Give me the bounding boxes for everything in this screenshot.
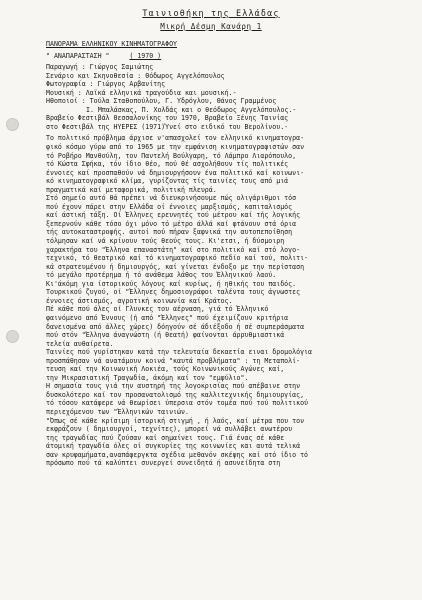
body-line: Η σημασία τους γιά την αυστηρή της λογοκρισίας πού απέβαινε στην [46, 382, 301, 391]
body-line: στο Φεστιβάλ της ΗΥΕΡΕΣ (1971)Ύνεί στο ειδικό του Βερολίνου.- [46, 122, 289, 131]
body-line: "Όπως σέ κάθε κρίσιμη ίστορική στιγμή , ή λαός, καί μέτρα που τον [46, 416, 305, 425]
body-line: Το πολιτικό πρόβλημα άρχισε ν'απασχολεί τον ελληνικό κινηματογρα- [46, 134, 305, 143]
body-line: τό Κώστα Σφήκα, τόν ίδιο θέο, πού θέ ασχολήθουν τίς πολιτικές [46, 160, 289, 169]
body-line: την Μικρασιατική Τραγωδία, άκόμη καί τον "εμφύλιο". [46, 373, 249, 382]
body-line: δανεισμένα από άλλες χώρες) δόηγούν σέ άδιέξοδο ή σέ συμπεράσματα [46, 322, 305, 331]
body-line: Βραβείο Φεστιβάλ Θεσσαλονίκης του 1970, Βραβείο Ξένης Ταινίας [46, 114, 289, 123]
body-line: τευση καί την Κοινωνική Λοκιέα, τούς Κοινωνικούς Αγώνες καί, [46, 365, 285, 374]
body-line: κά στρατευμένου ή δημιουργός, καί γίνεται ένδοξο με την περίσταση [46, 262, 305, 271]
body-line: φαινόμενο από Έννους (ή από "Έλληνες" πού έχειμίζουν κριτήρια [46, 313, 289, 322]
body-line: τό Ροβήρο Μανθούλη, τον Παντελή Βούλγαρη, τό Λάμπρο Λιαρόπουλο, [46, 151, 297, 160]
body-line: τό τόσου κατάφερε νά θεωρίσει ύπερσια στόν τομέα πού τού πολιτικού [46, 399, 309, 408]
credit-line: Παραγωγή : Γιώργος Σαμιώτης [46, 63, 154, 72]
body-line: τελεία αυθαίρετα. [46, 339, 114, 348]
body-line: τής αυτοκαταστροφής. αυτοί πού πήραν ξαφνικά την αυτοπεποίθηση [46, 228, 293, 237]
body-line: Κι'άκόμη για ίστορικούς λόγους καί κυρίως, ή ηθικής του παιδός. [46, 279, 297, 288]
body-line: Ταινίες πού γυρίστηκαν κατά την τελευταία δεκαετία ειναι δρομολόγια [46, 348, 312, 357]
body-line: σαν κρυφαμήματα,αναπάφεργκτα σχέδια μεθανόν σκέψης καί οτό ίδιο τό [46, 450, 309, 459]
body-line: εκφράζουν ( δημιουργοί, τεχνίτες), μπορεί νά συλλάβει ανωτέρου [46, 425, 293, 434]
body-line: Πέ κάθε πού άλες οί Γλυνκες του αέρναση, γιά τό Έλληνικό [46, 305, 269, 314]
series-title: ΠΑΝΟΡΑΜΑ ΕΛΛΗΝΙΚΟΥ ΚΙΝΗΜΑΤΟΓΡΑΦΟΥ [46, 40, 178, 48]
credit-line: Φωτογραφία : Γιώργος Αρβανίτης [46, 80, 166, 89]
film-title: " ΑΝΑΠΑΡΑΣΤΑΣΗ " [46, 51, 110, 60]
body-line: προσπάθησαν νά ανατάμουν κοινά "καυτά προβλήματα" : τη Μεταπολί- [46, 356, 301, 365]
body-line: καί άστική τάξη. Οί Έλληνες ερευνητές τού μέτρου καί τής λογικής [46, 211, 301, 220]
archive-title: Ταινιοθήκη της Ελλάδας [142, 8, 280, 18]
body-line: χαρακτήρα του "Έλληνα επαναστάτη" καί στο πολιτικό καί στό λογο- [46, 245, 301, 254]
body-line: δυσκολότερο καί τον προσανατολισμό της καλλιτεχνικής δημιουργίας, [46, 390, 305, 399]
credit-line: Ηθοποιοί : Τούλα Σταθοπούλου, Γ. Υδρόγλου, Θάνος Γραμμένος [46, 97, 277, 106]
body-line: τεχνικό, τό θεατρικό καί τό κινηματογραφικό πεδίο καί τού, πολιτι- [46, 254, 309, 263]
body-line: ξεπερνούν κάθε τόσο όχι μόνο τό μέτρο άλλά καί φτάνουν στά όρια [46, 219, 297, 228]
archive-subtitle: Μικρή Δέσμη Κανάρη 1 [160, 22, 262, 31]
body-line: τό μεγάλο προτέρημα ή τό ανάθεμα λάθος του Έλληνικού λαού. [46, 271, 277, 280]
body-line: έννοιες άστισμός, αγροτική κοινωνία καί Κράτος. [46, 296, 233, 305]
film-title-line [46, 52, 410, 61]
body-line: πού έχουν πάρει στην Ελλάδα οί έννοιες μαρξισμός, καπιταλισμός [46, 202, 293, 211]
body-line: πού στόν "Έλληνα άναγνώστη (ή θεατή) φαίνονται άρρυθμιαστικά [46, 331, 285, 340]
body-line: έννοιες καί προσπαθούν νά δημιουργήσουν ένα πολιτικό καί κοινωνι- [46, 168, 305, 177]
body-line: τόλμησαν καί νά κρίνουν τούς θεούς τους. Κι'ετσι, ή δύσμοιρη [46, 237, 285, 246]
document-body [46, 40, 410, 468]
punch-hole-mark [6, 330, 19, 343]
body-line: φικό κόσμο γύρω από το 1965 με την εμφάνιση κινηματογραφιστών σαν [46, 143, 305, 152]
body-line: πρόσωπο πού τά καλύπτει συνεργεί συνειδητά ή ασυνείδητα στη [46, 459, 281, 468]
body-line: Τουρκικού ζυγού, οί "Έλληνες δημοσιογράφοι ταλέντα τους άγνωστες [46, 288, 301, 297]
body-line: άτομική τραγωδία όλες οί συγκυρίες της κοινωνίες και αυτά τελικά [46, 442, 301, 451]
credit-line: Ι. Μπαλάσκας, Π. Χολδάς και ο θεόδωρος Αγγελόπουλος.- [86, 105, 297, 114]
body-line: περιεχόμενου των "Έλληνικών ταινιών. [46, 407, 189, 416]
credit-line: Σενάριο και Σκηνοθεσία : Θόδωρος Αγγελόπουλος [46, 71, 225, 80]
body-line: κό κινηματογραφικό κλίμα, γυρίζοντας τίς ταινίες τους από μιά [46, 177, 289, 186]
credit-line: Μουσική : Λαϊκά ελληνικά τραγούδια και μουσική.- [46, 88, 237, 97]
body-line: Στό σημείο αυτό θά πρέπει νά διευκρινήσουμε πώς ολιγάριθμοι τόσ [46, 194, 297, 203]
film-year: ( 1970 ) [129, 51, 162, 60]
body-line: της τραγωδίας πού ζούσαν καί σημαίνει τους. Γιά ένας σέ κάθε [46, 433, 285, 442]
body-line: πραγματικά καί μεταφορικά, πολιτική πλευρά. [46, 185, 217, 194]
punch-hole-mark [6, 118, 19, 131]
